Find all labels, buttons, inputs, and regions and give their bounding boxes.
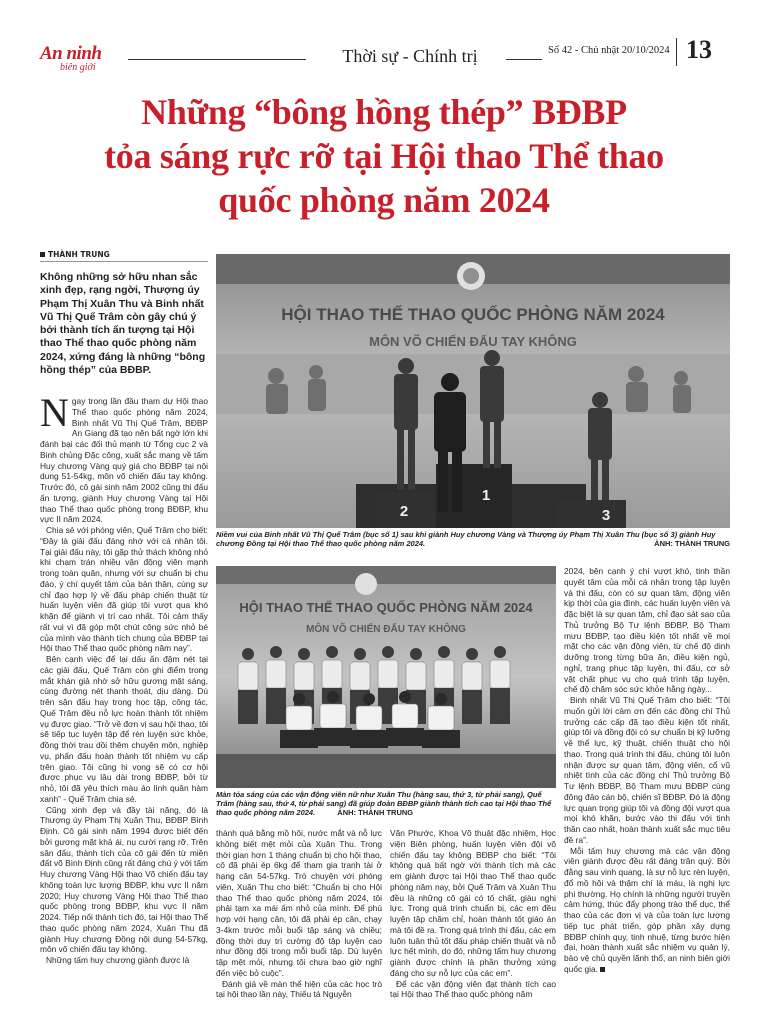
title-line-1: Những “bông hồng thép” BĐBP: [141, 92, 627, 132]
col-d-paragraph-3-text: Mỗi tấm huy chương mà các vận động viên giành được đều rất đáng trân quý. Bởi đằng sau vinh quang, là sự nỗ lực rèn luyện, đổ mồ hôi và thậm chí là máu, là nghị lực phi thường. Họ chính là những người truyền cảm hứng, thúc đẩy phong trào thể dục, thể thao của các đơn vị và của toàn lực lượng tiếp tục phát triển, góp phần xây dựng BĐBP chính quy, tinh nhuệ, từng bước hiện đại, hoàn thành xuất sắc nhiệm vụ quản lý, bảo vệ chủ quyền lãnh thổ, an ninh biên giới quốc gia.: [564, 845, 730, 974]
col-d-paragraph-3: [564, 846, 730, 975]
photo-team-caption: [216, 790, 556, 818]
page-number: 13: [686, 35, 712, 64]
photo-podium: [216, 254, 730, 528]
article-sapo: Không những sở hữu nhan sắc xinh đẹp, rạng ngời, Thượng úy Phạm Thị Xuân Thu và Binh nhất Vũ Thị Quế Trâm còn gây chú ý bởi thành tích ấn tượng tại Hội thao Thể thao quốc phòng năm 2024, xứng đáng là những “bông hồng thép” của BĐBP.: [40, 271, 206, 377]
podium-photo-svg: [216, 254, 730, 528]
column-left: [40, 390, 208, 966]
end-mark-icon: [600, 967, 605, 972]
paragraph-5: Những tấm huy chương giành được là: [46, 955, 190, 965]
byline-author: THÀNH TRUNG: [48, 250, 110, 259]
column-c: [390, 828, 556, 1000]
column-d: [564, 566, 730, 975]
section-name: Thời sự - Chính trị: [342, 46, 478, 66]
article-title: [30, 90, 738, 222]
team-photo-svg: [216, 566, 556, 788]
podium-number-2: 2: [399, 503, 409, 520]
caption-text-2: Màn tỏa sáng của các vận động viên nữ như Xuân Thu (hàng sau, thứ 3, từ phải sang), Quế Trâm (hàng sau, thứ 4, từ phải sang) đã giúp đoàn BĐBP giành thành tích cao tại Hội thao Thể thao quốc phòng năm 2024.: [216, 790, 552, 818]
paragraph-4: Cũng xinh đẹp và đầy tài năng, đó là Thượng úy Phạm Thị Xuân Thu, BĐBP Bình Định. Cô gái sinh năm 1994 được biết đến bởi gương mặt khả ái, nụ cười rạng rỡ. Trên sân đấu, thành tích của cô gái đến từ miền đất võ Bình Định cũng rất đáng chú ý với tấm Huy chương Vàng Hội thao Võ chiến đấu tay không toàn lực lượng BĐBP, khu vực II năm 2020; Huy chương Vàng Hội thao Thể thao quốc phòng trong BĐBP, khu vực II năm 2024. Tiếp nối thành tích đó, tại Hội thao Thể thao quốc phòng năm 2024, Xuân Thu đã giành Huy chương Đồng nội dung 54-57kg, môn võ chiến đấu tay không.: [40, 804, 208, 955]
title-line-2: tỏa sáng rực rỡ tại Hội thao Thể thao: [104, 136, 664, 176]
col-b-paragraph-2: Đánh giá về màn thể hiện của các học trò tại hội thao lần này, Thiếu tá Nguyễn: [216, 978, 382, 1000]
header-rule-left: [128, 59, 306, 60]
podium-number-3: 3: [601, 507, 611, 524]
banner-title-2: HỘI THAO THỂ THAO QUỐC PHÒNG NĂM 2024: [239, 600, 533, 615]
issue-info: Số 42 - Chủ nhật 20/10/2024: [548, 45, 670, 56]
podium-number-1: 1: [481, 487, 491, 504]
column-b: [216, 828, 382, 1000]
paragraph-1-text: gay trong lần đầu tham dự Hội thao Thể thao quốc phòng năm 2024, Binh nhất Vũ Thị Quế Trâm, BĐBP An Giang đã tạo nên bất ngờ lớn khi đánh bại các đối thủ mạnh từ Tổng cục 2 và Binh chủng Đặc công, xuất sắc mang về tấm Huy chương Vàng quý giá cho BĐBP tại nội dung 51-54kg, môn võ chiến đấu tay không. Trước đó, cô gái sinh năm 2002 cũng thi đấu ấn tượng, giành Huy chương Vàng tại Hội thao Thể thao quốc phòng trong BĐBP, khu vực II năm 2024.: [40, 396, 208, 525]
col-d-paragraph-1: 2024, bên cạnh ý chí vượt khó, tinh thần quyết tâm của mỗi cá nhân trong tập luyện và thi đấu, còn có sự quan tâm, động viên kịp thời của gia đình, các huấn luyện viên và đặc biệt là sự quan tâm, chỉ đạo sát sao của Thủ trưởng Bộ Tư lệnh BĐBP, Bộ Tham mưu BĐBP, tạo điều kiện tốt nhất về mọi mặt cho các vận động viên, từ chế độ dinh dưỡng trong từng bữa ăn, điều kiện ngủ, nghỉ, trang phục tập luyện, thi đấu, cơ sở vật chất phục vụ cho quá trình tập luyện, chế độ chăm sóc sức khỏe hằng ngày...: [564, 566, 730, 695]
header-rule-mid: [506, 59, 542, 60]
title-line-3: quốc phòng năm 2024: [218, 180, 550, 220]
photo-podium-caption: [216, 530, 730, 548]
banner-title: HỘI THAO THỂ THAO QUỐC PHÒNG NĂM 2024: [281, 305, 665, 324]
photo-team: [216, 566, 556, 788]
masthead-logo: [40, 44, 120, 74]
byline-square-icon: [40, 252, 45, 257]
paragraph-1: [40, 390, 208, 525]
col-c-paragraph-1: Văn Phước, Khoa Võ thuật đặc nhiệm, Học viện Biên phòng, huấn luyện viên đội võ chiến đấu tay không BĐBP cho biết: “Tôi không quá bất ngờ với thành tích mà các em giành được tại Hội thao Thể thao quốc phòng năm nay, bởi Quế Trâm và Xuân Thu đều là những cô gái có tố chất, giàu nghị lực. Trong quá trình chuẩn bị, các em đều luyện tập chăm chỉ, hoàn thành tốt giáo án mà tôi đề ra. Trong quá trình thi đấu, các em luôn tuân thủ tốt đấu pháp chiến thuật và nỗ lực hết mình, do đó, những tấm huy chương giành được chính là phần thưởng xứng đáng cho sự nỗ lực của các em”.: [390, 828, 556, 978]
photo-credit-1: ẢNH: THÀNH TRUNG: [654, 539, 730, 549]
paragraph-3: Bên cạnh việc để lại dấu ấn đậm nét tại các giải đấu, Quế Trâm còn ghi điểm trong mắt khán giả nhờ sở hữu gương mặt sáng, cùng đường nét thanh thoát, dịu dàng. Dù trên sân đấu hay trong học tập, công tác, Quế Trâm đều nỗ lực hoàn thành tốt nhiệm vụ được giao. “Trở về đơn vị sau hội thao, tôi sẽ tiếp tục luyện tập để rèn luyện sức khỏe, đồng thời trau dồi thêm chuyên môn, nghiệp vụ, phấn đấu hoàn thành tốt nhiệm vụ cấp trên giao. Tôi cũng hi vọng sẽ có cơ hội được phục vụ lâu dài trong BĐBP, bởi từ nhỏ, tôi đã yêu thích màu áo lính quân hàm xanh” - Quế Trâm chia sẻ.: [40, 654, 208, 804]
banner-sub: MÔN VÕ CHIẾN ĐẤU TAY KHÔNG: [369, 334, 577, 349]
paragraph-2: Chia sẻ với phóng viên, Quế Trâm cho biết: “Đây là giải đấu đáng nhớ với cá nhân tôi. Tại giải đấu này, tôi gặp thử thách không nhỏ khi chạm trán nhiều vận động viên mạnh trong toàn quân, nhưng với sự chuẩn bị chu đáo, ý chí quyết tâm của bản thân, cùng sự chỉ đạo hợp lý về đấu pháp chiến thuật từ huấn luyện viên đã giúp tôi vượt qua khó khăn để giành vị trí cao nhất. Tôi cảm thấy rất vui vì đã góp một chút công sức nhỏ bé của mình vào thành tích chung của BĐBP tại Hội thao Thể thao quốc phòng năm nay”.: [40, 525, 208, 654]
byline-rule: [40, 261, 208, 262]
photo-credit-2: ẢNH: THÀNH TRUNG: [337, 808, 414, 818]
col-b-paragraph-1: thành quả bằng mồ hôi, nước mắt và nỗ lực không biết mệt mỏi của Xuân Thu. Trong thời gian hơn 1 tháng chuẩn bị cho hội thao, cô đã phải ép 6kg để tham gia tranh tài ở hạng cân 54-57kg. Trò chuyện với phóng viên, Xuân Thu cho biết: “Chuẩn bị cho Hội thao Thể thao quốc phòng năm 2024, tôi phải tạm xa mái ấm nhỏ của mình. Để phù hợp với hạng cân, tôi đã phải ép cân, chạy 3-4km trước mỗi buổi tập sáng và chiều; đồng thời duy trì cường độ tập luyện cao như đồng đội trong mỗi buổi tập. Dù luyện tập mệt mỏi, nhưng tôi chưa bao giờ nghĩ đến việc bỏ cuộc”.: [216, 828, 382, 978]
logo-sub: biên giới: [60, 62, 96, 73]
header-divider: [676, 38, 677, 66]
col-c-paragraph-2: Để các vận động viên đạt thành tích cao tại Hội thao Thể thao quốc phòng năm: [390, 978, 556, 1000]
logo-main: An ninh: [40, 43, 102, 64]
drop-cap: N: [40, 390, 69, 435]
byline: [40, 250, 110, 259]
col-d-paragraph-2: Binh nhất Vũ Thị Quế Trâm cho biết: “Tôi muốn gửi lời cảm ơn đến các đồng chí Thủ trưởng các cấp đã tạo điều kiện tốt nhất, giúp tôi và đồng đội có sự chuẩn bị kỹ lưỡng về thể lực, kỹ thuật, chiến thuật cho hội thao. Trong quá trình thi đấu, chúng tôi luôn nhận được sự quan tâm, động viên, cổ vũ nhiệt tình của các đồng chí Thủ trưởng Bộ Tư lệnh BĐBP, Bộ Tham mưu BĐBP cùng đông đảo cán bộ, chiến sĩ BĐBP. Đó là động lực quan trọng giúp tôi và đồng đội vượt qua mọi khó khăn, bước vào thi đấu với tinh thần cao nhất, hoàn thành xuất sắc mục tiêu đề ra”.: [564, 695, 730, 845]
banner-sub-2: MÔN VÕ CHIẾN ĐẤU TAY KHÔNG: [306, 624, 466, 635]
caption-text-1: Niềm vui của Binh nhất Vũ Thị Quế Trâm (bục số 1) sau khi giành Huy chương Vàng và Thượng úy Phạm Thị Xuân Thu (bục số 3) giành Huy chương Đồng tại Hội thao Thể thao quốc phòng năm 2024.: [216, 530, 716, 549]
